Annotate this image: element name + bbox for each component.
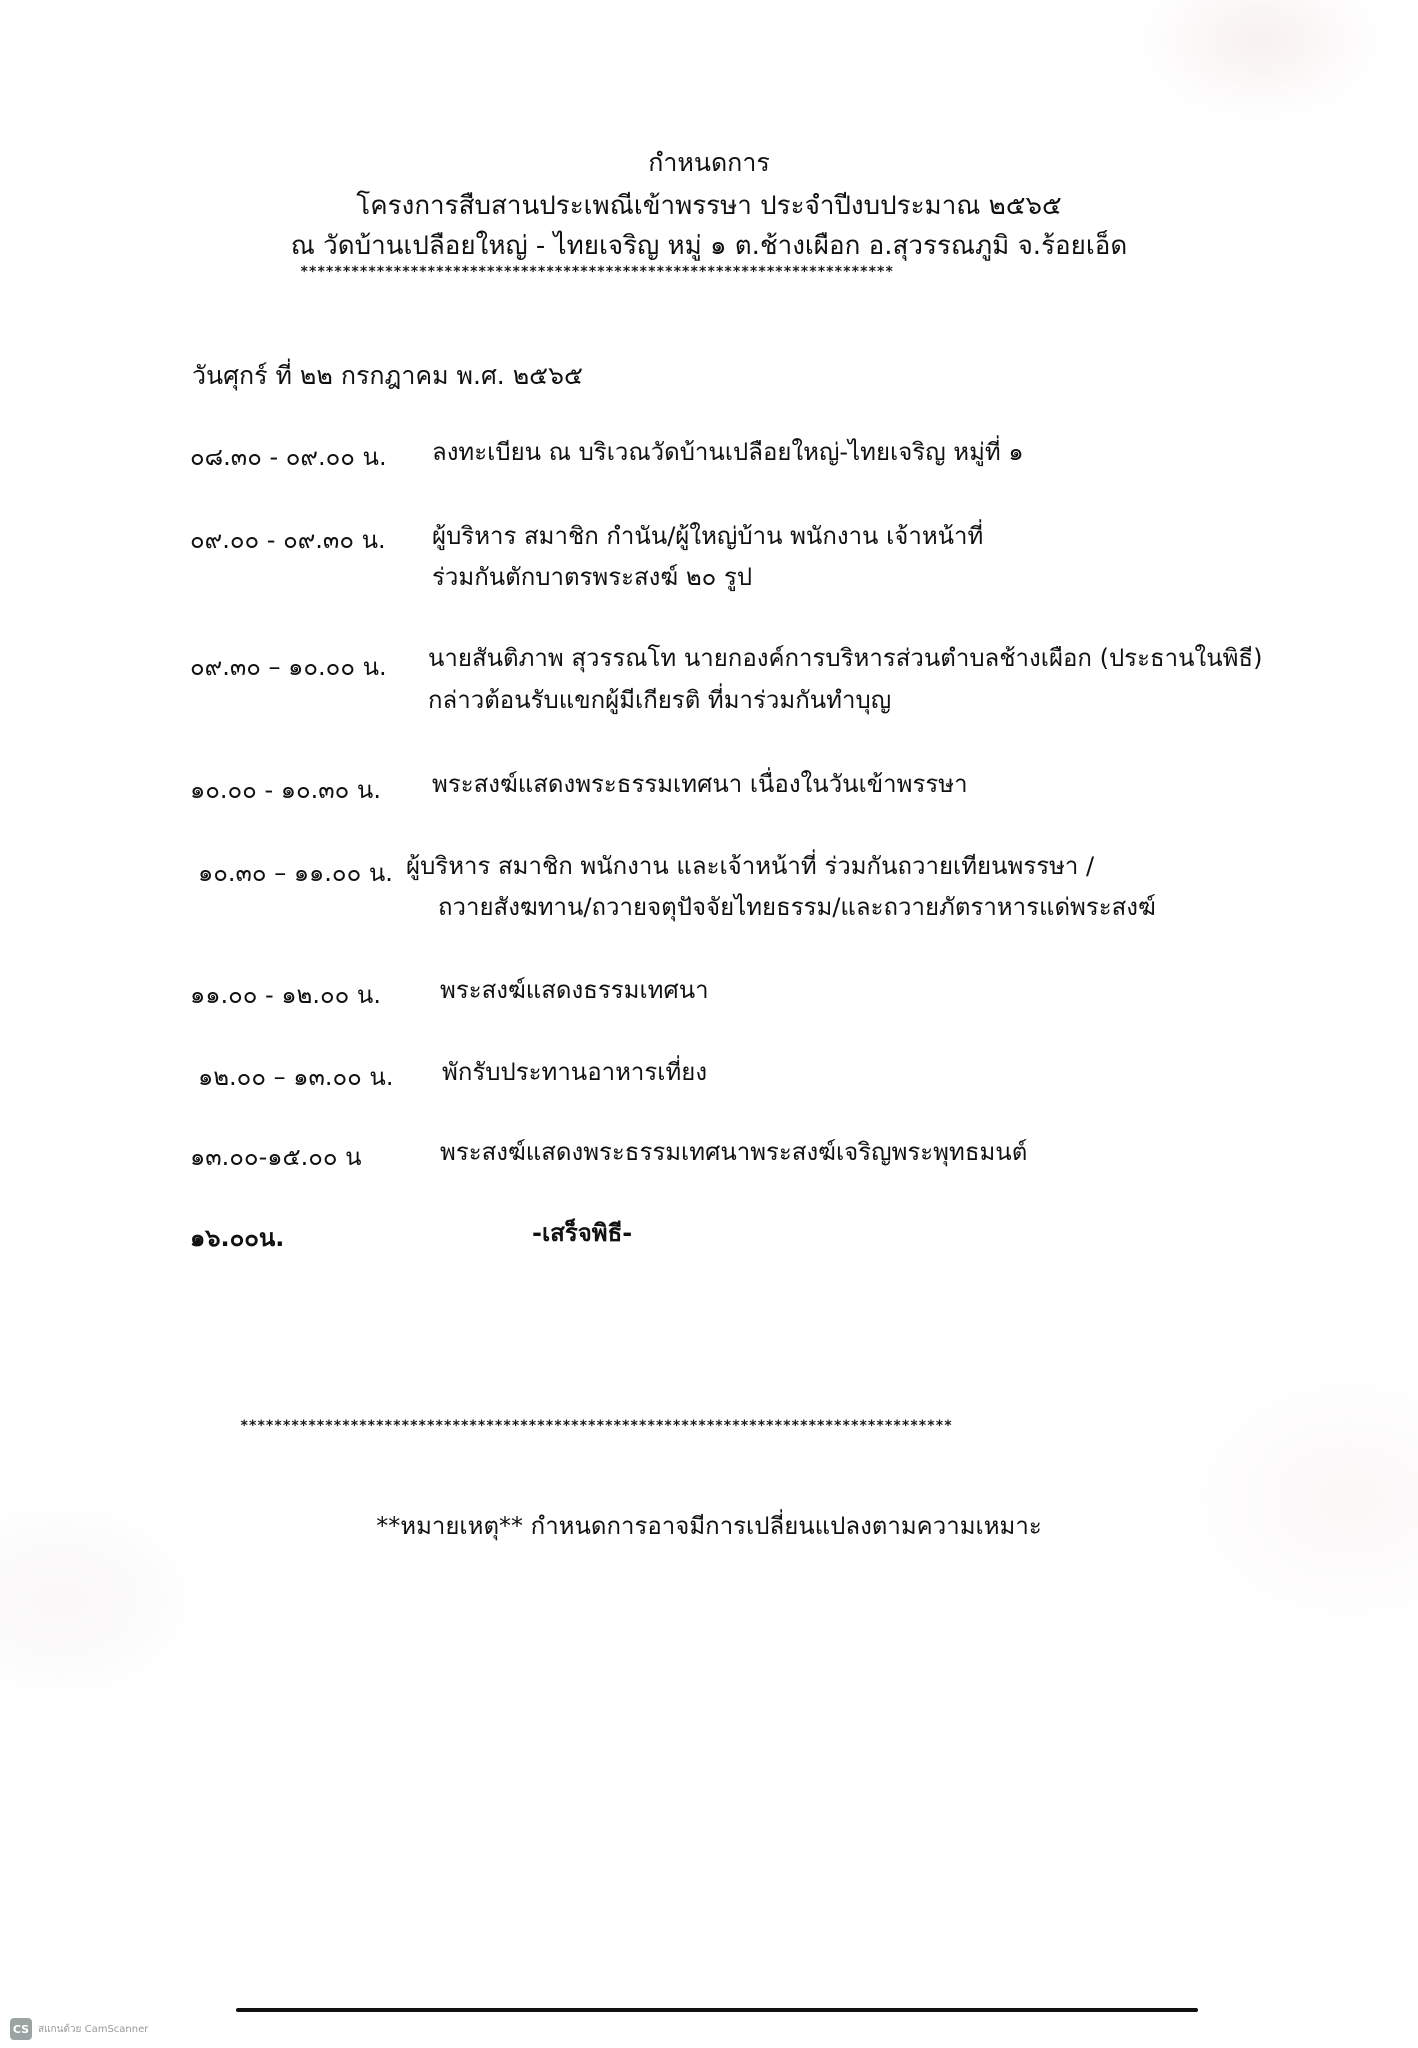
bottom-rule [236,2008,1198,2012]
schedule-time-6: ๑๑.๐๐ - ๑๒.๐๐ น. [190,981,381,1009]
project-location: ณ วัดบ้านเปลือยใหญ่ - ไทยเจริญ หมู่ ๑ ต.ช้างเผือก อ.สุวรรณภูมิ จ.ร้อยเอ็ด [290,231,1128,261]
schedule-activity-5-line-2: ถวายสังฆทาน/ถวายจตุปัจจัยไทยธรรม/และถวายภัตราหารแด่พระสงฆ์ [438,893,1156,921]
schedule-activity-2-line-1: ผู้บริหาร สมาชิก กำนัน/ผู้ใหญ่บ้าน พนักงาน เจ้าหน้าที่ [432,522,984,550]
schedule-time-4: ๑๐.๐๐ - ๑๐.๓๐ น. [190,776,381,804]
schedule-activity-5-line-1: ผู้บริหาร สมาชิก พนักงาน และเจ้าหน้าที่ ร่วมกันถวายเทียนพรรษา / [406,852,1095,880]
divider-stars-bottom: ************************************************************************************ [240,1418,953,1434]
project-name: โครงการสืบสานประเพณีเข้าพรรษา ประจำปีงบประมาณ ๒๕๖๕ [356,191,1062,221]
schedule-activity-3-line-2: กล่าวต้อนรับแขกผู้มีเกียรติ ที่มาร่วมกันทำบุญ [428,686,892,714]
schedule-activity-8: พระสงฆ์แสดงพระธรรมเทศนาพระสงฆ์เจริญพระพุทธมนต์ [440,1138,1028,1166]
schedule-activity-3-line-1: นายสันติภาพ สุวรรณโท นายกองค์การบริหารส่วนตำบลช้างเผือก (ประธานในพิธี) [428,644,1263,672]
schedule-time-8: ๑๓.๐๐-๑๕.๐๐ น [190,1143,362,1171]
schedule-activity-6: พระสงฆ์แสดงธรรมเทศนา [440,976,709,1004]
schedule-time-1: ๐๘.๓๐ - ๐๙.๐๐ น. [190,443,387,471]
camscanner-logo-icon: CS [10,2018,32,2040]
ceremony-end: -เสร็จพิธี- [532,1219,633,1247]
scanner-label: สแกนด้วย CamScanner [38,2023,149,2035]
document-title: กำหนดการ [648,148,770,177]
schedule-activity-4: พระสงฆ์แสดงพระธรรมเทศนา เนื่องในวันเข้าพรรษา [432,770,968,798]
schedule-activity-1: ลงทะเบียน ณ บริเวณวัดบ้านเปลือยใหญ่-ไทยเจริญ หมู่ที่ ๑ [432,438,1024,466]
divider-stars-top: ********************************************************************** [300,264,894,280]
event-date: วันศุกร์ ที่ ๒๒ กรกฎาคม พ.ศ. ๒๕๖๕ [192,361,583,390]
schedule-activity-7: พักรับประทานอาหารเที่ยง [442,1058,708,1086]
schedule-activity-2-line-2: ร่วมกันตักบาตรพระสงฆ์ ๒๐ รูป [432,563,753,591]
schedule-time-5: ๑๐.๓๐ – ๑๑.๐๐ น. [198,859,393,887]
schedule-time-9: ๑๖.๐๐น. [190,1224,285,1252]
schedule-time-7: ๑๒.๐๐ – ๑๓.๐๐ น. [198,1063,394,1091]
schedule-time-3: ๐๙.๓๐ – ๑๐.๐๐ น. [190,653,387,681]
schedule-time-2: ๐๙.๐๐ - ๐๙.๓๐ น. [190,526,386,554]
remark-note: **หมายเหตุ** กำหนดการอาจมีการเปลี่ยนแปลงตามความเหมาะ [376,1512,1042,1540]
scanner-watermark [10,2018,148,2040]
